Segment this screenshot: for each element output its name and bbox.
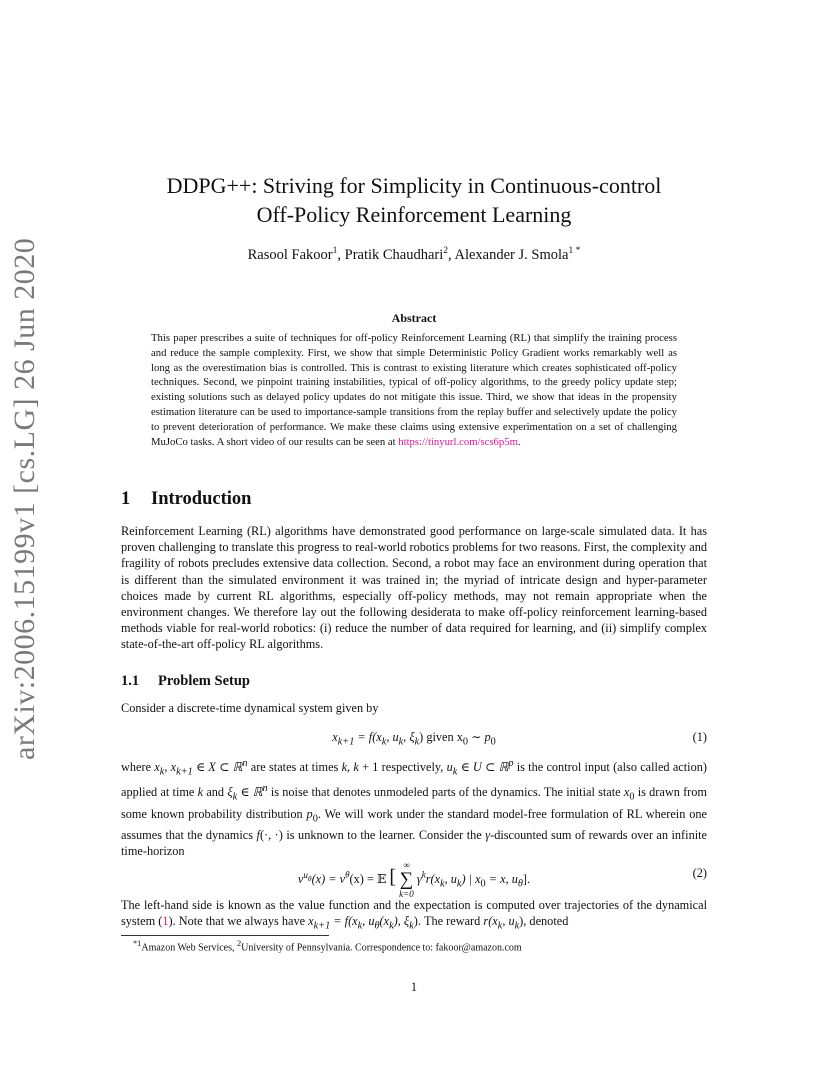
math-subscript: k+1 (313, 920, 331, 932)
eq-symbol: ) | x (461, 871, 481, 886)
math-run: u (446, 760, 453, 775)
text-run: is drawn from some known probability distribution (121, 784, 707, 821)
footnote-rule (121, 935, 329, 936)
eq-subscript: k (414, 736, 420, 748)
paper-title (121, 171, 707, 229)
text-run: ). Note that we always have (168, 914, 309, 929)
math-superscript: n (262, 782, 268, 794)
math-run: r (483, 914, 489, 929)
eq-superscript: k (421, 869, 426, 880)
author-name: Alexander J. Smola (454, 246, 569, 263)
equation-reference-link[interactable]: 1 (162, 914, 169, 929)
math-subscript: k (357, 920, 363, 932)
text-run: where (121, 760, 155, 775)
footnote-mark: 1 (137, 939, 142, 948)
math-subscript: k+1 (176, 766, 193, 778)
footnote-text: Amazon Web Services, (141, 942, 237, 954)
math-run: γ (485, 828, 491, 843)
math-run: k (197, 784, 204, 799)
title-line-2: Off-Policy Reinforcement Learning (256, 202, 572, 227)
problem-setup-intro: Consider a discrete-time dynamical system given by (121, 701, 379, 715)
equation-number: (1) (692, 730, 707, 744)
eq-superscript (303, 869, 312, 883)
footnote-mark: 2 (237, 939, 242, 948)
author-name: Pratik Chaudhari (344, 246, 444, 263)
math-run: , x (164, 760, 177, 775)
author-separator: , (448, 246, 455, 263)
eq-subscript: 0 (480, 878, 486, 890)
section-heading-introduction (121, 489, 251, 510)
affiliation-mark: 2 (443, 246, 449, 256)
equation-number: (2) (692, 866, 707, 880)
eq-symbol: r(x (425, 871, 441, 886)
eq-symbol: , u (386, 730, 399, 744)
eq-subscript: 0 (462, 736, 468, 748)
eq-symbol: ∼ p (468, 730, 491, 744)
math-superscript: n (242, 758, 248, 769)
math-run: , u (362, 914, 375, 929)
eq-symbol: (x) = 𝔼 (349, 871, 387, 886)
title-line-1: DDPG++: Striving for Simplicity in Continuous-control (166, 173, 662, 198)
equation-2 (121, 856, 707, 899)
eq-symbol: x (332, 730, 338, 744)
math-run: x (308, 914, 314, 929)
text-run: -discounted sum of rewards over an infinite time-horizon (121, 828, 708, 859)
eq-subscript: θ (517, 878, 523, 890)
equation-1-body (121, 730, 707, 747)
arxiv-sidebar (8, 237, 68, 760)
eq-symbol: , ξ (403, 730, 415, 744)
math-subscript: k (452, 766, 458, 778)
abstract-end: . (517, 435, 521, 448)
author-separator: , (337, 246, 345, 263)
subsection-number: 1.1 (121, 673, 140, 689)
math-subscript: 0 (312, 812, 318, 824)
math-run: p (306, 806, 313, 821)
math-run: ξ (227, 784, 233, 799)
intro-paragraph: Reinforcement Learning (RL) algorithms have demonstrated good performance on large-scale simulated data. It has proven challenging to translate this progress to real-world robotics problems for two reasons. First, the complexity and fragility of robots precludes extensive data collection. Second, a robot may face an environment during operation that is different than the simulated environment it was trained in; the myriad of intricate design and hyper-parameter choices made by current RL algorithms, especially off-policy methods, may not remain appropriate when the environment changes. We therefore lay out the following desiderata to make off-policy reinforcement learning-based methods viable for real-world robotics: (i) reduce the number of data required for learning, and (ii) simplify complex state-of-the-art off-policy RL algorithms. (121, 524, 707, 652)
subsection-heading-problem-setup (121, 673, 250, 690)
math-run: ∈ ℝ (237, 784, 263, 799)
math-run: x (154, 760, 160, 775)
math-run: x (623, 784, 630, 799)
abstract-body (151, 331, 677, 449)
eq-symbol: γ (416, 871, 422, 886)
author-name: Rasool Fakoor (247, 246, 333, 263)
text-run: and (203, 784, 228, 799)
math-run: = f(x (330, 914, 358, 929)
math-subscript: k (497, 920, 503, 932)
eq-symbol: (x) = v (311, 871, 346, 886)
math-subscript: k (232, 791, 238, 803)
text-run: (·, ·) is unknown to the learner. Consider the (259, 828, 486, 843)
eq-sub-theta: θ (307, 873, 312, 883)
math-run: , u (502, 914, 515, 929)
summation (399, 860, 414, 900)
dynamics-paragraph (121, 756, 707, 860)
eq-bracket-open: [ (389, 865, 397, 888)
eq-symbol: , u (444, 871, 457, 886)
page-number: 1 (410, 980, 418, 994)
footnote-star: * (133, 939, 138, 948)
math-subscript: k (514, 920, 520, 932)
math-run: ∈ U ⊂ ℝ (457, 760, 509, 775)
eq-superscript-u: u (303, 869, 308, 880)
text-run: ), denoted (519, 914, 569, 929)
eq-subscript: k (398, 736, 404, 748)
eq-symbol: = f(x (354, 730, 382, 744)
math-subscript: θ (374, 920, 380, 932)
math-subscript: k (159, 766, 165, 778)
section-number: 1 (121, 489, 131, 509)
math-run: ), ξ (393, 914, 410, 929)
eq-subscript: k (381, 736, 387, 748)
value-function-paragraph (121, 897, 707, 935)
text-run: ). The reward (413, 914, 484, 929)
equation-2-body (121, 860, 707, 900)
eq-symbol: v (297, 871, 304, 886)
math-subscript: 0 (629, 791, 635, 803)
text-run: , (347, 760, 354, 775)
eq-bracket-close: ]. (522, 871, 531, 886)
video-link[interactable]: https://tinyurl.com/scs6p5m (398, 435, 518, 448)
math-run: (x (488, 914, 498, 929)
footnote (133, 939, 522, 953)
abstract-text: This paper prescribes a suite of techniques for off-policy Reinforcement Learning (RL) that simplify the training process and reduce the sample complexity. First, we show that simple Deterministic Policy Gradient works remarkably well as long as the overestimation bias is controlled. This is contrast to existing literature which creates sophisticated off-policy techniques. Second, we pinpoint training instabilities, typical of off-policy algorithms, to the greedy policy update step; existing solutions such as delayed policy updates do not mitigate this issue. Third, we show that ideas in the propensity estimation literature can be used to importance-sample transitions from the replay buffer and selectively update the policy to prevent deterioration of performance. We make these claims using extensive experimentation on a set of challenging MuJoCo tasks. A short video of our results can be seen at (151, 332, 677, 448)
eq-symbol: = x, u (485, 871, 518, 886)
section-title: Introduction (151, 489, 252, 509)
text-run: is the control input (also called action) applied at time (121, 760, 707, 799)
eq-subscript: 0 (490, 736, 496, 748)
text-run: + 1 respectively, (358, 760, 447, 775)
text-run: is noise that denotes unmodeled parts of the dynamics. The initial state (267, 784, 624, 799)
text-run: are states at times (247, 760, 342, 775)
text-run: . We will work under the standard model-free formulation of RL wherein one assumes that the dynamics (121, 806, 707, 843)
sum-upper-limit: ∞ (403, 860, 410, 870)
eq-subscript: k (440, 878, 445, 890)
affiliation-mark: 1 (332, 246, 338, 256)
author-list (121, 246, 707, 264)
sum-lower-limit: k=0 (399, 889, 414, 899)
math-run: k (353, 760, 359, 775)
abstract-heading: Abstract (391, 311, 437, 325)
text-run: The left-hand side is known as the value function and the expectation is computed over trajectories of the dynamical system ( (121, 898, 707, 929)
subsection-title: Problem Setup (158, 673, 250, 689)
math-run: (x (379, 914, 390, 929)
math-subscript: k (409, 920, 414, 932)
affiliation-mark: 1 * (568, 246, 581, 256)
eq-subscript: k+1 (337, 736, 355, 748)
eq-superscript: θ (345, 869, 350, 880)
math-subscript: k (389, 920, 394, 932)
math-run: k (341, 760, 348, 775)
eq-subscript: k (456, 878, 462, 890)
eq-symbol: ) given x (419, 730, 463, 744)
math-run: f (256, 828, 260, 843)
math-run: ∈ X ⊂ ℝ (192, 760, 243, 775)
math-superscript: p (508, 758, 514, 769)
arxiv-identifier: arXiv:2006.15199v1 [cs.LG] 26 Jun 2020 (8, 237, 41, 760)
sum-symbol: ∑ (399, 869, 414, 890)
footnote-text: University of Pennsylvania. Correspondence to: fakoor@amazon.com (241, 942, 522, 954)
